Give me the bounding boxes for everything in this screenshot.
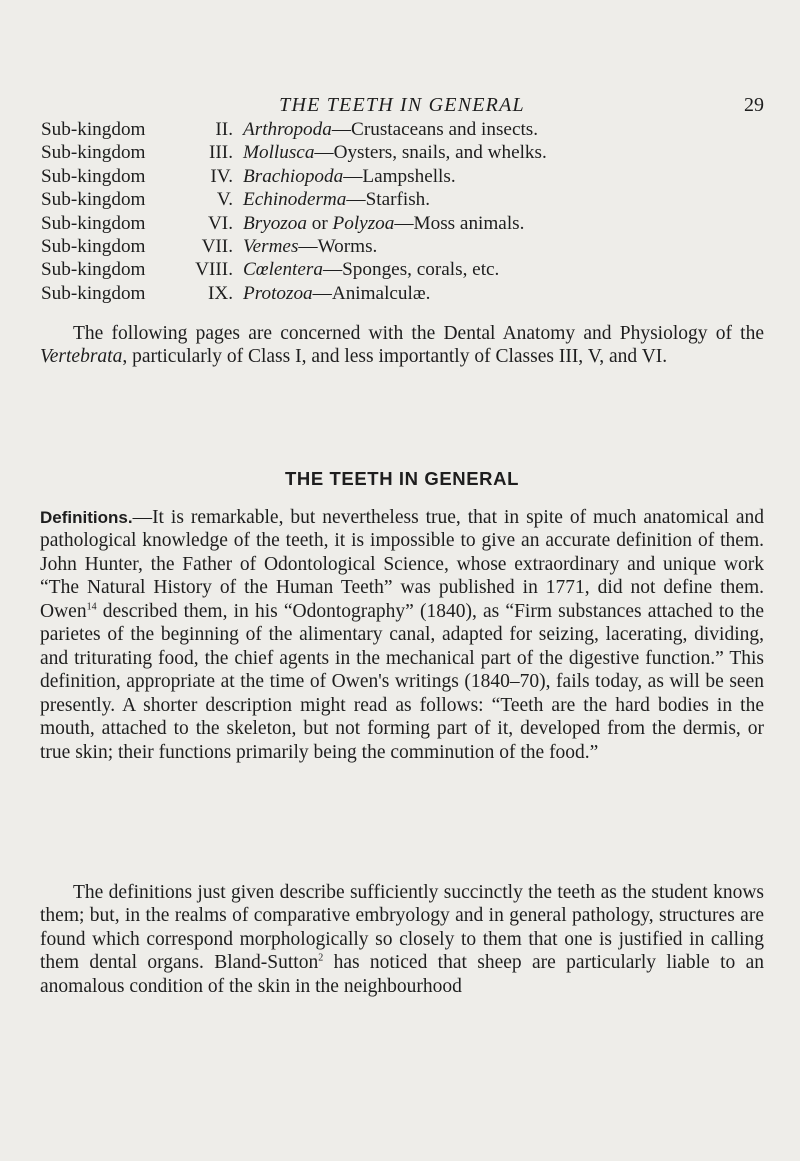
kingdom-numeral: IV. xyxy=(210,165,233,187)
taxon-name: Bryozoa xyxy=(243,212,307,234)
kingdom-numeral: VII. xyxy=(201,235,233,257)
kingdom-label: Sub-kingdom xyxy=(41,119,146,140)
taxon-name: Arthropoda xyxy=(243,119,332,140)
footnote-ref: 2 xyxy=(318,952,324,964)
kingdom-numeral: VIII. xyxy=(195,259,233,281)
kingdom-label: Sub-kingdom xyxy=(41,189,146,211)
classification-list xyxy=(41,118,761,305)
classification-row: Sub-kingdom III. Mollusca—Oysters, snails, and whelks. xyxy=(41,142,547,164)
running-header xyxy=(40,94,764,120)
taxon-name: Brachiopoda xyxy=(243,165,344,187)
page-number: 29 xyxy=(744,94,764,116)
kingdom-label: Sub-kingdom xyxy=(41,212,146,234)
kingdom-label: Sub-kingdom xyxy=(41,235,146,257)
definitions-paragraph: Definitions.—It is remarkable, but nevertheless true, that in spite of much anatomical and pathological knowledge of the teeth, it is impossible to give an accurate definition of them. John Hunter, the Father of Odontological Science, whose extraordinary and unique work “The Natural History of the Human Teeth” was published in 1771, did not define them. Owen$^{14}$ described them, in his “Odontography” (1840), as “Firm substances attached to the parietes of the beginning of the alimentary canal, adapted for seizing, lacerating, dividing, and triturating food, the chief agents in the mechanical part of the digestive function.” This definition, appropriate at the time of Owen's writings (1840–70), fails today, as will be seen presently. A shorter description might read as follows: “Teeth are the hard bodies in the mouth, attached to the skeleton, but not forming part of it, developed from the dermis, or true skin; their functions primarily being the comminution of the food.” xyxy=(40,507,764,763)
footnote-ref: 14 xyxy=(86,601,97,613)
taxon-description: Crustaceans and insects. xyxy=(351,119,539,140)
classification-row: Sub-kingdom V. Echinoderma—Starfish. xyxy=(41,189,431,211)
kingdom-numeral: IX. xyxy=(207,282,233,304)
classification-row: Sub-kingdom VI. Bryozoa or Polyzoa—Moss animals. xyxy=(41,212,525,234)
taxon-description: Lampshells. xyxy=(362,165,456,187)
kingdom-numeral: V. xyxy=(216,189,233,211)
taxon-description: Sponges, corals, etc. xyxy=(342,259,500,281)
classification-row: Sub-kingdom IV. Brachiopoda—Lampshells. xyxy=(41,165,456,187)
taxon-description: Worms. xyxy=(317,235,378,257)
section-heading: THE TEETH IN GENERAL xyxy=(284,468,519,489)
taxon-name: Vermes xyxy=(243,235,299,257)
classification-row: Sub-kingdom II. Arthropoda—Crustaceans and insects. xyxy=(41,119,539,140)
intro-paragraph: The following pages are concerned with the Dental Anatomy and Physiology of the Vertebrata, particularly of Class I, and less importantly of Classes III, V, and VI. xyxy=(40,323,764,368)
kingdom-label: Sub-kingdom xyxy=(41,165,146,187)
taxon-name: Protozoa xyxy=(243,282,313,304)
running-title: THE TEETH IN GENERAL xyxy=(279,94,525,116)
classification-row: Sub-kingdom IX. Protozoa—Animalculæ. xyxy=(41,282,431,304)
taxon-description: Animalculæ. xyxy=(331,282,431,304)
taxon-name: Cœlentera xyxy=(243,259,323,281)
kingdom-numeral: VI. xyxy=(207,212,233,234)
kingdom-numeral: III. xyxy=(209,142,233,164)
kingdom-label: Sub-kingdom xyxy=(41,259,146,281)
classification-row: Sub-kingdom VII. Vermes—Worms. xyxy=(41,235,378,257)
taxon-name: Echinoderma xyxy=(243,189,347,211)
followup-paragraph: The definitions just given describe sufficiently succinctly the teeth as the student knows them; but, in the realms of comparative embryology and in general pathology, structures are found which correspond morphologically so closely to them that one is justified in calling them dental organs. Bland-Sutton$^2$ has noticed that sheep are particularly liable to an anomalous condition of the skin in the neighbourhood xyxy=(40,882,764,997)
classification-row: Sub-kingdom VIII. Cœlentera—Sponges, corals, etc. xyxy=(41,259,500,281)
vertebrata-term: Vertebrata xyxy=(40,346,123,368)
kingdom-numeral: II. xyxy=(215,119,233,140)
definitions-lead: Definitions. xyxy=(40,508,133,527)
kingdom-label: Sub-kingdom xyxy=(41,282,146,304)
taxon-name: Mollusca xyxy=(243,142,315,164)
kingdom-label: Sub-kingdom xyxy=(41,142,146,164)
taxon-description: Starfish. xyxy=(365,189,431,211)
taxon-description: Moss animals. xyxy=(413,212,525,234)
taxon-description: Oysters, snails, and whelks. xyxy=(333,142,547,164)
taxon-name-alt: Polyzoa xyxy=(332,212,395,234)
